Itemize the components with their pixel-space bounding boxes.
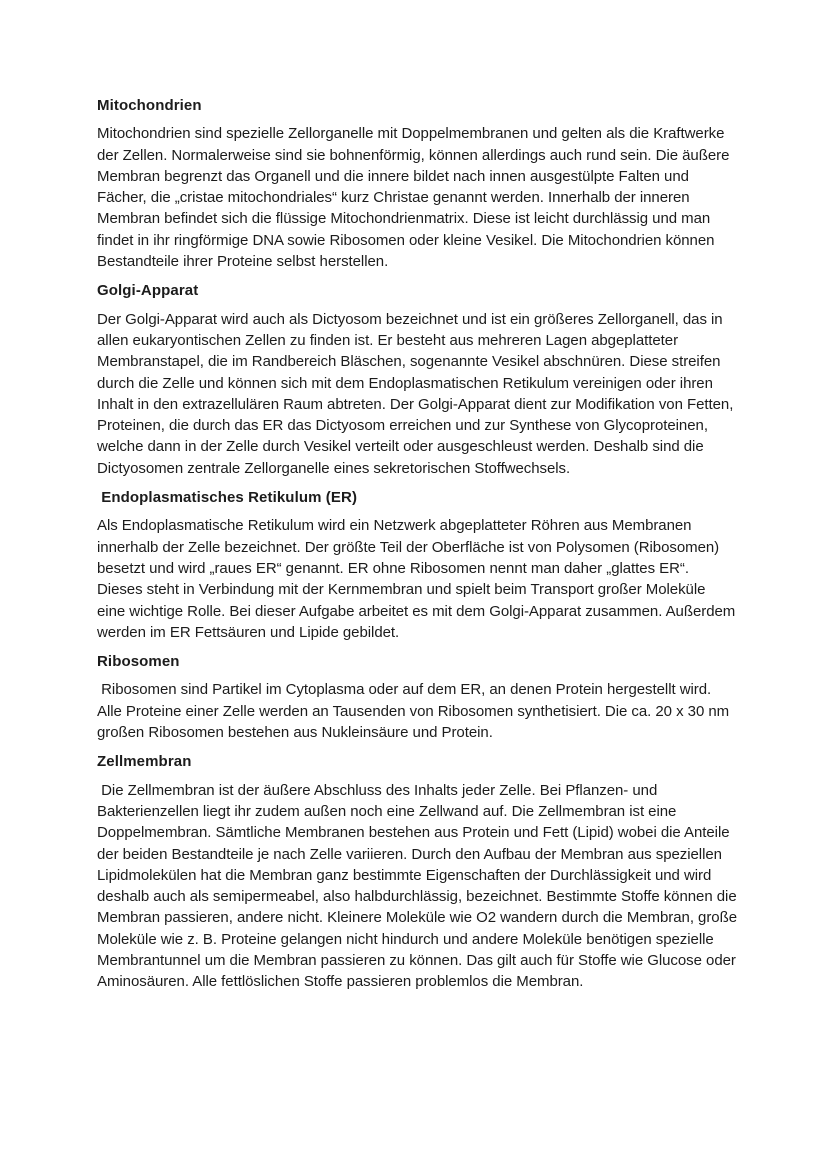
section-paragraph: Mitochondrien sind spezielle Zellorganelle mit Doppelmembranen und gelten als die Kraftwerke der Zellen. Normalerweise sind sie bohnenförmig, können allerdings auch rund sein. Die äußere Membran begrenzt das Organell und die innere bildet nach innen ausgestülpte Falten und Fächer, die „cristae mitochondriales“ kurz Christae genannt werden. Innerhalb der inneren Membran befindet sich die flüssige Mitochondrienmatrix. Diese ist leicht durchlässig und man findet in ihr ringförmige DNA sowie Ribosomen oder kleine Vesikel. Die Mitochondrien können Bestandteile ihrer Proteine selbst herstellen. [97,125,734,271]
section-endoplasmatisches-retikulum [97,487,740,643]
section-heading: Golgi-Apparat [97,282,199,300]
section-heading: Mitochondrien [97,97,202,114]
section-heading: Ribosomen [97,653,180,671]
section-paragraph: Als Endoplasmatische Retikulum wird ein Netzwerk abgeplatteter Röhren aus Membranen innerhalb der Zelle bezeichnet. Der größte Teil der Oberfläche ist von Polysomen (Ribosomen) besetzt und wird „raues ER“ genannt. ER ohne Ribosomen nennt man daher „glattes ER“. Dieses steht in Verbindung mit der Kernmembran und spielt beim Transport großer Moleküle eine wichtige Rolle. Bei dieser Aufgabe arbeitet es mit dem Golgi-Apparat zusammen. Außerdem werden im ER Fettsäuren und Lipide gebildet. [97,517,740,641]
section-heading: Endoplasmatisches Retikulum (ER) [97,489,358,507]
section-paragraph: Die Zellmembran ist der äußere Abschluss des Inhalts jeder Zelle. Bei Pflanzen- und Bakterienzellen liegt ihr zudem außen noch eine Zellwand auf. Die Zellmembran ist eine Doppelmembran. Sämtliche Membranen bestehen aus Protein und Fett (Lipid) wobei die Anteile der beiden Bestandteile je nach Zelle variieren. Durch den Aufbau der Membran aus speziellen Lipidmolekülen hat die Membran ganz bestimmte Eigenschaften der Durchlässigkeit und wird deshalb auch als semipermeabel, also halbdurchlässig, bezeichnet. Bestimmte Stoffe können die Membran passieren, andere nicht. Kleinere Moleküle wie O2 wandern durch die Membran, große Moleküle wie z. B. Proteine gelangen nicht hindurch und andere Moleküle benötigen spezielle Membrantunnel um die Membran passieren zu können. Das gilt auch für Stoffe wie Glucose oder Aminosäuren. Alle fettlöslichen Stoffe passieren problemlos die Membran. [97,781,742,991]
section-mitochondrien [97,95,737,272]
section-paragraph: Der Golgi-Apparat wird auch als Dictyosom bezeichnet und ist ein größeres Zellorganell, das in allen eukaryontischen Zellen zu finden ist. Er besteht aus mehreren Lagen abgeplatteter Membranstapel, die im Randbereich Bläschen, sogenannte Vesikel abschnüren. Diese streifen durch die Zelle und können sich mit dem Endoplasmatischen Retikulum vereinigen oder ihren Inhalt in den extrazellulären Raum abtreten. Der Golgi-Apparat dient zur Modifikation von Fetten, Proteinen, die durch das ER das Dictyosom erreichen und zur Synthese von Glycoproteinen, welche dann in der Zelle durch Vesikel verteilt oder ausgeschleust werden. Deshalb sind die Dictyosomen zentrale Zellorganelle eines sekretorischen Stoffwechsels. [97,310,738,477]
section-zellmembran [97,751,742,992]
section-paragraph: Ribosomen sind Partikel im Cytoplasma oder auf dem ER, an denen Protein hergestellt wird. Alle Proteine einer Zelle werden an Tausenden von Ribosomen synthetisiert. Die ca. 20 x 30 nm großen Ribosomen bestehen aus Nukleinsäure und Protein. [97,681,734,742]
section-golgi-apparat [97,280,737,479]
section-ribosomen [97,651,737,743]
section-heading: Zellmembran [97,753,192,771]
